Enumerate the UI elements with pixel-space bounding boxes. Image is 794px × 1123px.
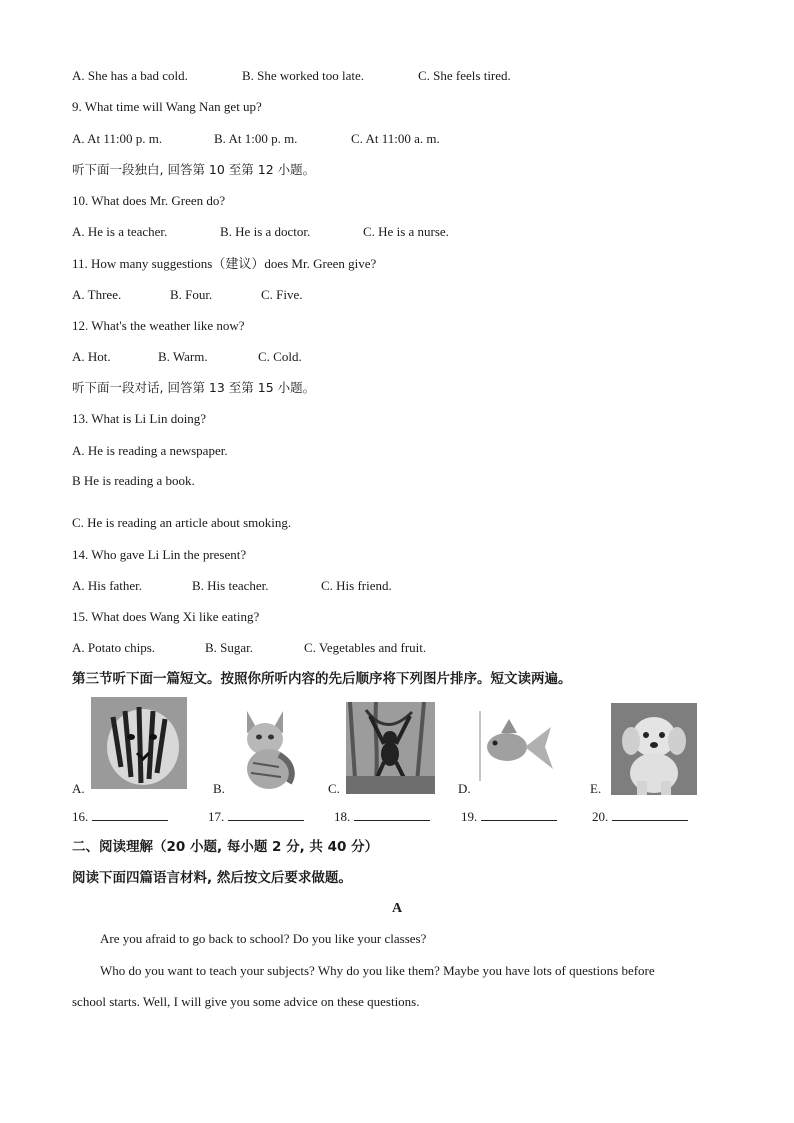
q13-option-a: A. He is reading a newspaper. xyxy=(72,443,228,458)
listening-instruction-2: 听下面一段对话, 回答第 13 至第 15 小题。 xyxy=(72,380,316,395)
q11-option-b: B. Four. xyxy=(170,287,213,302)
q10-option-c: C. He is a nurse. xyxy=(363,224,449,239)
q14-option-c: C. His friend. xyxy=(321,578,392,593)
q12-option-b: B. Warm. xyxy=(158,349,208,364)
monkey-icon xyxy=(346,702,435,794)
answer-blank-19[interactable] xyxy=(461,808,557,825)
section3-heading: 第三节听下面一篇短文。按照你所听内容的先后顺序将下列图片排序。短文读两遍。 xyxy=(72,671,572,687)
q15-option-a: A. Potato chips. xyxy=(72,640,156,655)
q11-option-a: A. Three. xyxy=(72,287,122,302)
q8-option-b: B. She worked too late. xyxy=(242,68,365,83)
picture-label-e: E. xyxy=(590,781,602,796)
q9-option-c: C. At 11:00 a. m. xyxy=(351,131,440,146)
answer-blank-20[interactable] xyxy=(592,808,688,825)
q13-option-b: B He is reading a book. xyxy=(72,473,195,488)
q14-stem: 14. Who gave Li Lin the present? xyxy=(72,547,247,562)
answer-blank-17[interactable] xyxy=(208,808,304,825)
answer-blank-18[interactable] xyxy=(334,808,430,825)
part2-instruction: 阅读下面四篇语言材料, 然后按文后要求做题。 xyxy=(72,870,352,886)
q10-option-a: A. He is a teacher. xyxy=(72,224,168,239)
listening-instruction-1: 听下面一段独白, 回答第 10 至第 12 小题。 xyxy=(72,162,316,177)
q15-option-c: C. Vegetables and fruit. xyxy=(304,640,427,655)
blank-number: 19. xyxy=(461,809,478,824)
dog-icon xyxy=(611,703,697,795)
q8-option-a: A. She has a bad cold. xyxy=(72,68,188,83)
picture-label-b: B. xyxy=(213,781,225,796)
q13-option-c: C. He is reading an article about smoking. xyxy=(72,515,292,530)
q9-option-b: B. At 1:00 p. m. xyxy=(214,131,298,146)
picture-label-d: D. xyxy=(458,781,471,796)
q10-stem: 10. What does Mr. Green do? xyxy=(72,193,226,208)
q12-option-c: C. Cold. xyxy=(258,349,302,364)
part2-title: 二、阅读理解（20 小题, 每小题 2 分, 共 40 分） xyxy=(72,839,379,855)
q12-option-a: A. Hot. xyxy=(72,349,111,364)
blank-number: 16. xyxy=(72,809,89,824)
q12-stem: 12. What's the weather like now? xyxy=(72,318,245,333)
answer-blank-16[interactable] xyxy=(72,808,168,825)
passage-title: A xyxy=(391,901,403,916)
blank-number: 20. xyxy=(592,809,609,824)
q14-option-b: B. His teacher. xyxy=(192,578,269,593)
q13-stem: 13. What is Li Lin doing? xyxy=(72,411,207,426)
blank-number: 18. xyxy=(334,809,351,824)
fish-icon xyxy=(479,711,559,781)
passage-paragraph-2-line-1: Who do you want to teach your subjects? Why do you like them? Maybe you have lots of questions before xyxy=(100,963,655,978)
q14-option-a: A. His father. xyxy=(72,578,143,593)
tiger-icon xyxy=(91,697,187,789)
blank-number: 17. xyxy=(208,809,225,824)
q9-stem: 9. What time will Wang Nan get up? xyxy=(72,99,262,114)
q10-option-b: B. He is a doctor. xyxy=(220,224,311,239)
passage-paragraph-1: Are you afraid to go back to school? Do you like your classes? xyxy=(100,931,427,946)
q8-option-c: C. She feels tired. xyxy=(418,68,511,83)
q11-option-c: C. Five. xyxy=(261,287,303,302)
q9-option-a: A. At 11:00 p. m. xyxy=(72,131,163,146)
passage-paragraph-2-line-2: school starts. Well, I will give you some advice on these questions. xyxy=(72,994,420,1009)
q11-stem: 11. How many suggestions（建议）does Mr. Green give? xyxy=(72,256,377,271)
cat-icon xyxy=(239,703,299,791)
picture-label-a: A. xyxy=(72,781,85,796)
picture-label-c: C. xyxy=(328,781,340,796)
q15-option-b: B. Sugar. xyxy=(205,640,254,655)
q15-stem: 15. What does Wang Xi like eating? xyxy=(72,609,260,624)
